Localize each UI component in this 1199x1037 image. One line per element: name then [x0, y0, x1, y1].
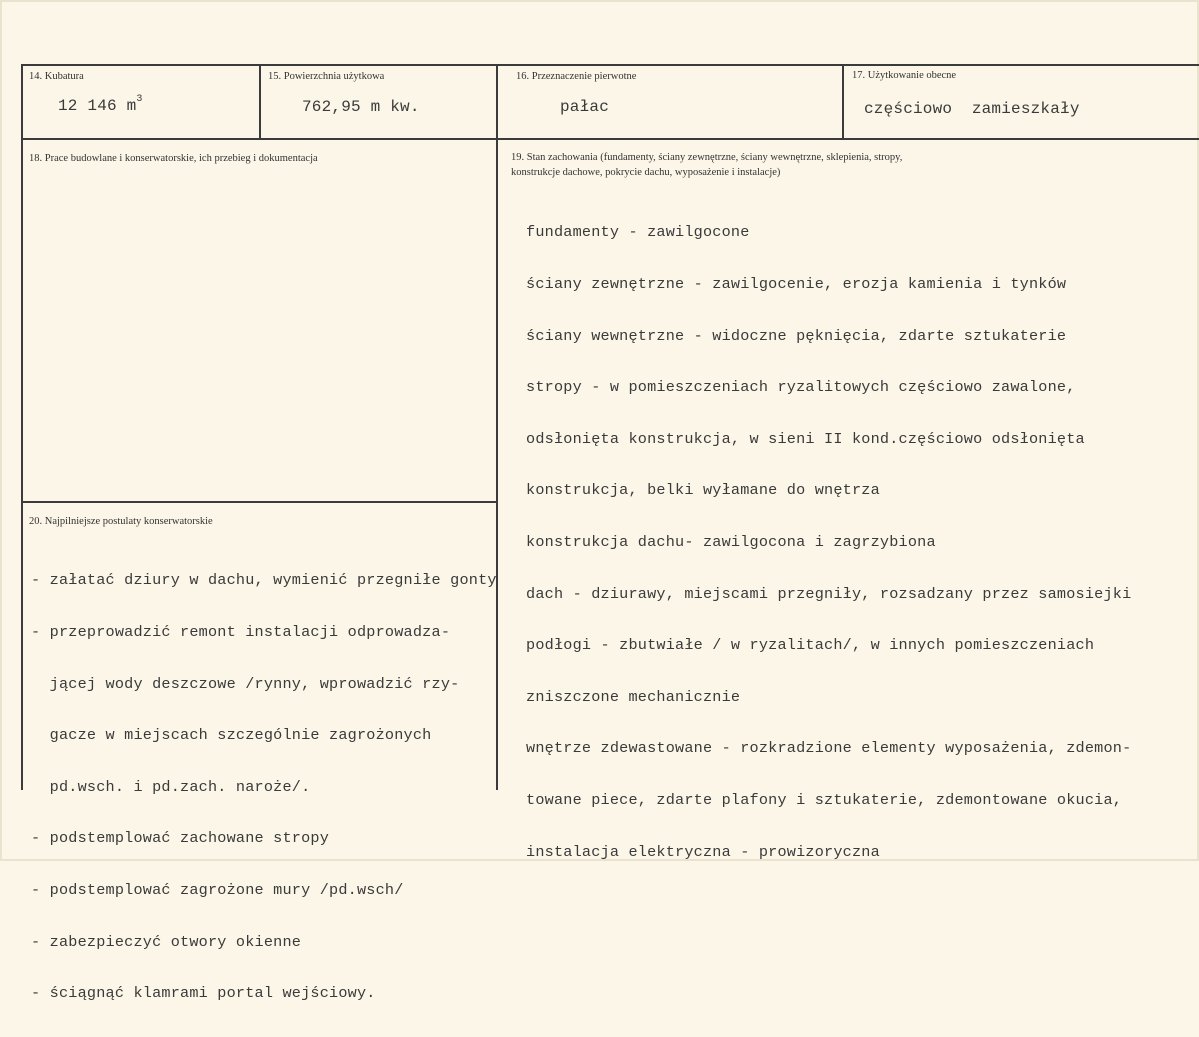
- section-20-line: pd.wsch. i pd.zach. naroże/.: [31, 777, 311, 796]
- field-17-value: częściowo zamieszkały: [864, 100, 1080, 118]
- top-border-line: [21, 64, 1199, 66]
- divider-16-17: [842, 64, 844, 139]
- section-19-line: stropy - w pomieszczeniach ryzalitowych częściowo zawalone,: [526, 378, 1076, 397]
- field-16-label: 16. Przeznaczenie pierwotne: [516, 71, 637, 82]
- section-20-line: gacze w miejscach szczególnie zagrożonych: [31, 726, 432, 745]
- field-15-value: 762,95 m kw.: [302, 98, 420, 116]
- field-14-superscript: 3: [136, 94, 143, 105]
- left-border-line: [21, 64, 23, 790]
- section-20-line: - załatać dziury w dachu, wymienić przegniłe gonty: [31, 571, 497, 590]
- field-14-value: [58, 94, 143, 115]
- section-19-line: wnętrze zdewastowane - rozkradzione elementy wyposażenia, zdemon-: [526, 739, 1132, 758]
- section-20-line: - podstemplować zagrożone mury /pd.wsch/: [31, 880, 404, 899]
- section-20-line: - zabezpieczyć otwory okienne: [31, 932, 302, 951]
- section-20-line: - podstemplować zachowane stropy: [31, 829, 330, 848]
- section-19-line: ściany zewnętrzne - zawilgocenie, erozja kamienia i tynków: [526, 275, 1067, 293]
- divider-14-15: [259, 64, 261, 139]
- section-18-label: 18. Prace budowlane i konserwatorskie, ich przebieg i dokumentacja: [29, 153, 318, 164]
- section-19-line: zniszczone mechanicznie: [526, 687, 741, 706]
- section-20-line: jącej wody deszczowe /rynny, wprowadzić rzy-: [31, 674, 460, 693]
- section-19-line: podłogi - zbutwiałe / w ryzalitach/, w innych pomieszczeniach: [526, 636, 1095, 655]
- field-16-value: pałac: [560, 98, 610, 116]
- section-19-text: [526, 190, 1131, 895]
- section20-top-line: [21, 501, 497, 503]
- row1-bottom-line: [21, 138, 1199, 140]
- section-20-text: [31, 538, 497, 1037]
- field-17-label: 17. Użytkowanie obecne: [852, 70, 957, 81]
- section-19-line: towane piece, zdarte plafony i sztukaterie, zdemontowane okucia,: [526, 790, 1123, 809]
- section-19-line: odsłonięta konstrukcja, w sieni II kond.częściowo odsłonięta: [526, 429, 1085, 448]
- section-19-line: dach - dziurawy, miejscami przegniły, rozsadzany przez samosiejki: [526, 584, 1132, 603]
- section-19-line: fundamenty - zawilgocone: [526, 223, 750, 242]
- section-19-label-line2: konstrukcje dachowe, pokrycie dachu, wyposażenie i instalacje): [511, 167, 781, 178]
- field-15-label: 15. Powierzchnia użytkowa: [268, 71, 385, 82]
- field-14-label: 14. Kubatura: [29, 71, 84, 82]
- section-20-label: 20. Najpilniejsze postulaty konserwatorskie: [29, 516, 213, 527]
- section-19-line: konstrukcja dachu- zawilgocona i zagrzybiona: [526, 532, 936, 551]
- section-19-line: ściany wewnętrzne - widoczne pęknięcia, zdarte sztukaterie: [526, 326, 1067, 345]
- section-20-line: - ściągnąć klamrami portal wejściowy.: [31, 984, 376, 1003]
- section-19-line: konstrukcja, belki wyłamane do wnętrza: [526, 481, 880, 500]
- section-20-line: - przeprowadzić remont instalacji odprowadza-: [31, 623, 451, 641]
- field-14-number: 12 146 m: [58, 97, 137, 115]
- section-19-label-line1: 19. Stan zachowania (fundamenty, ściany zewnętrzne, ściany wewnętrzne, sklepienia, stropy,: [511, 152, 903, 163]
- section-19-line: instalacja elektryczna - prowizoryczna: [526, 842, 880, 861]
